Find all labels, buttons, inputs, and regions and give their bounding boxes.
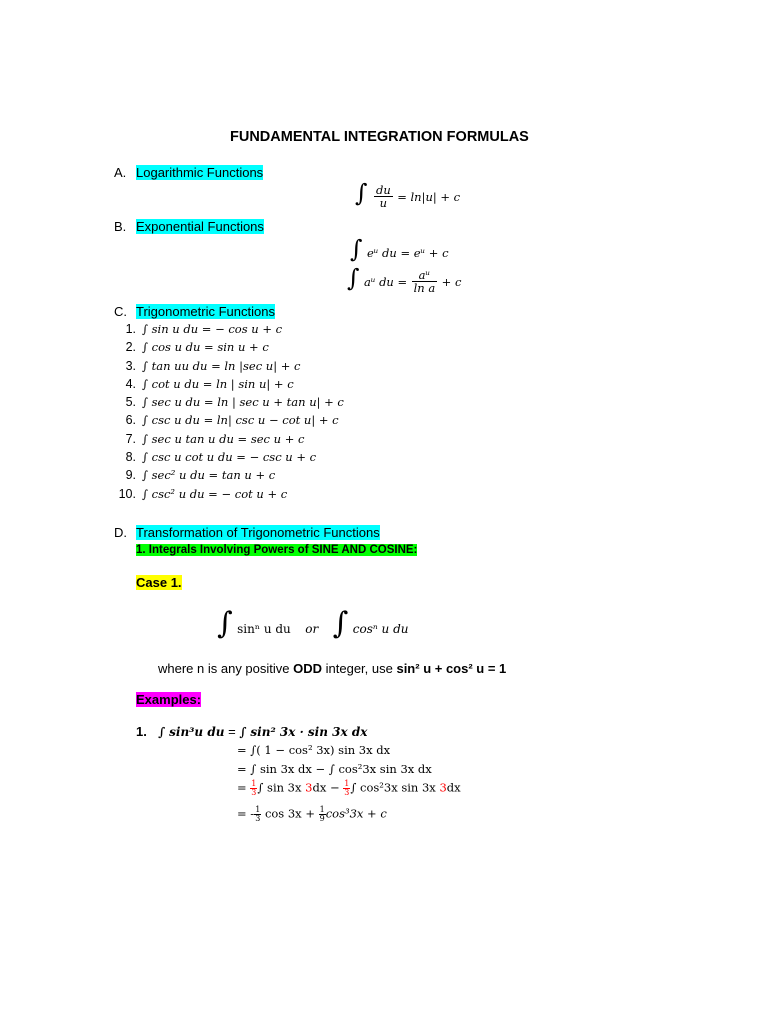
numerator: aᵘ	[412, 269, 438, 283]
section-letter: B.	[114, 219, 127, 234]
trig-formula-list	[118, 320, 418, 503]
formula-text: eᵘ du = eᵘ + c	[366, 245, 449, 260]
lhs: aᵘ du =	[363, 274, 408, 289]
equals: =	[224, 724, 240, 739]
integral-sign: ∫	[332, 606, 349, 641]
example-lhs: ∫ sin³u du	[158, 725, 225, 739]
condition-text	[158, 661, 506, 676]
section-label: Trigonometric Functions	[136, 304, 275, 319]
term-b: cos³3x + c	[325, 806, 387, 821]
rhs: + c	[441, 274, 462, 289]
item-number: 4.	[125, 376, 136, 391]
denominator: 3	[255, 814, 261, 823]
example-1-line	[136, 723, 367, 741]
item-formula: ∫ csc² u du = − cot u + c	[142, 486, 288, 501]
term-b: dx −	[312, 780, 344, 795]
fraction	[374, 184, 393, 210]
equals: =	[237, 780, 247, 795]
exp-formula-1	[350, 237, 449, 262]
item-formula: ∫ sec u du = ln | sec u + tan u| + c	[142, 395, 344, 410]
case-label: Case 1.	[136, 575, 182, 590]
trig-formula-item	[118, 357, 418, 375]
trig-formula-item	[118, 411, 418, 429]
condition-identity: sin² u + cos² u = 1	[396, 661, 507, 676]
example-1-step-3	[237, 780, 461, 797]
item-number: 9.	[125, 468, 136, 483]
item-formula: ∫ sin u du = − cos u + c	[142, 322, 283, 336]
section-label: Logarithmic Functions	[136, 165, 264, 180]
numerator: 1	[344, 779, 350, 788]
section-letter: C.	[114, 304, 127, 319]
term-a: ∫ sin 3x	[257, 780, 306, 795]
item-number: 2.	[125, 340, 136, 355]
item-formula: ∫ cot u du = ln | sin u| + c	[142, 376, 294, 391]
trig-formula-item	[118, 393, 418, 411]
numerator: 1	[319, 805, 325, 814]
item-formula: ∫ cos u du = sin u + c	[142, 340, 269, 355]
condition-pre: where n is any positive	[158, 661, 294, 676]
or-word: or	[305, 621, 319, 636]
item-formula: ∫ csc u cot u du = − csc u + c	[142, 450, 317, 465]
term-a: cos 3x +	[264, 806, 319, 821]
section-d-heading	[114, 525, 380, 540]
examples-label: Examples:	[136, 692, 202, 707]
section-b-heading	[114, 219, 264, 234]
integral-sign: ∫	[355, 179, 368, 207]
item-number: 7.	[125, 431, 136, 446]
item-number: 3.	[125, 358, 136, 373]
denominator: 3	[251, 788, 257, 797]
section-letter: A.	[114, 165, 127, 180]
trig-list	[118, 320, 418, 503]
denominator: ln a	[413, 281, 436, 296]
powers-subheading: 1. Integrals Involving Powers of SINE AND COSINE:	[136, 544, 418, 556]
item-formula: ∫ tan uu du = ln |sec u| + c	[142, 358, 301, 373]
trig-formula-item	[118, 448, 418, 466]
condition-mid: integer, use	[322, 661, 397, 676]
red-three: 3	[305, 780, 313, 795]
denominator: 9	[319, 814, 325, 823]
example-1-step-4	[237, 806, 387, 823]
example-1-step-1: = ∫( 1 − cos² 3x) sin 3x dx	[237, 743, 391, 757]
trig-formula-item	[118, 430, 418, 448]
rhs: = ln|u| + c	[397, 189, 461, 204]
trig-formula-item	[118, 466, 418, 484]
item-number: 10.	[118, 486, 136, 501]
page-title: FUNDAMENTAL INTEGRATION FORMULAS	[230, 129, 529, 145]
denominator: 3	[344, 788, 350, 797]
denominator: u	[379, 196, 388, 211]
log-formula	[355, 181, 460, 210]
trig-formula-item	[118, 485, 418, 503]
example-rhs: ∫ sin² 3x · sin 3x dx	[239, 725, 368, 739]
item-formula: ∫ csc u du = ln| csc u − cot u| + c	[142, 413, 339, 428]
trig-formula-item	[118, 320, 418, 338]
section-label: Transformation of Trigonometric Functions	[136, 525, 380, 540]
term-d: dx	[446, 780, 461, 795]
exp-formula-2	[347, 266, 461, 295]
item-formula: ∫ sec u tan u du = sec u + c	[142, 431, 305, 446]
section-letter: D.	[114, 525, 127, 540]
term-c: ∫ cos²3x sin 3x	[350, 780, 440, 795]
section-a-heading	[114, 165, 263, 180]
item-number: 6.	[125, 413, 136, 428]
fraction-one-third	[254, 806, 261, 823]
sin-power: sinⁿ u du	[237, 621, 291, 636]
item-number: 1.	[125, 322, 136, 336]
example-1-step-2: = ∫ sin 3x dx − ∫ cos²3x sin 3x dx	[237, 762, 432, 776]
case-formula	[217, 606, 409, 641]
trig-formula-item	[118, 338, 418, 356]
integral-sign: ∫	[217, 606, 233, 641]
condition-odd: ODD	[293, 661, 323, 676]
section-c-heading	[114, 304, 275, 319]
cos-power: cosⁿ u du	[352, 621, 409, 636]
fraction	[412, 269, 438, 295]
section-label: Exponential Functions	[136, 219, 264, 234]
trig-formula-item	[118, 375, 418, 393]
item-formula: ∫ sec² u du = tan u + c	[142, 468, 276, 483]
numerator: 1	[255, 805, 261, 814]
integral-sign: ∫	[347, 264, 360, 292]
numerator: du	[375, 182, 391, 197]
example-number: 1.	[136, 724, 147, 739]
fraction-one-ninth	[319, 806, 326, 823]
numerator: 1	[251, 779, 257, 788]
red-three: 3	[439, 780, 447, 795]
item-number: 5.	[125, 395, 136, 410]
integral-sign: ∫	[350, 235, 363, 263]
equals: = -	[237, 806, 255, 821]
item-number: 8.	[125, 450, 136, 465]
